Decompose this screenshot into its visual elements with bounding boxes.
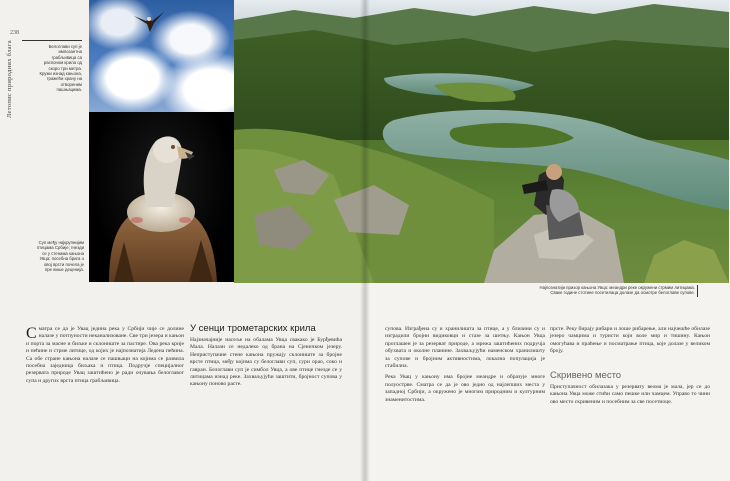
column-3b-text: Река Увац у кањону има бројне меандре и образује многе полуострве. Сматра се да је ово једно од најлепших места у западној Србији, а окружено је многим природним и културним знаменитостима.	[385, 374, 545, 403]
column-4-text: прсте. Реку бирају рибари и лоше рибарење, али најчешће обилазе језеро чамцима и туристи који воле мир и тишину. Кањон омогућава и праћење и посматрање птица, које долазе у великом броју.	[550, 326, 710, 355]
left-running-head: Летопис природних блага	[6, 40, 13, 119]
dropcap: С	[26, 325, 37, 342]
text-column-1	[26, 326, 184, 389]
vulture-illustration	[89, 112, 234, 282]
flying-bird-icon	[132, 8, 166, 34]
landscape-photo	[234, 0, 729, 283]
text-column-4b	[550, 384, 710, 410]
text-column-4	[550, 326, 710, 360]
caption-vulture: Суп међу најкрупнијим птицама Србије; гнезди се у стенама кањона Увца; посебна брига о овој врсти почела је пре више деценија.	[36, 240, 84, 273]
section-heading-hidden-place: Скривено место	[550, 370, 622, 381]
column-3-text: супова. Изграђена су и хранилишта за птице, а у близини су и изградили бројни видиковци и стазе за шетњу. Кањон Увца проглашен је за резерват природе, а мрежа заштићених подручја обухвата и околне планине. Захваљујући наменском хранилишту за супове и бројним активностима, локална популација је стабилна.	[385, 326, 545, 370]
caption-landscape: Најпознатији призор кањона Увца: меандри реке окружени стрмим литицама. Сваке године стотине посетилаца долазе да осмотре белоглаве супове.	[539, 285, 695, 296]
column-2-text: Најзначајније насеље на обалама Увца свакако је Бурђевића Мала. Налази се недалеко од брана на Сјеничком језеру. Неприступачне стене кањона пружају склониште за бројне врсте птица, међу којима су белоглави суп, сури орао, соко и гавран. Белоглави суп је симбол Увца, а ове птице гнезде се у литицама изнад реке. Захваљујући заштити, бројност супова у кањону поново расте.	[190, 337, 342, 388]
column-4b-text: Приступачност обилазака у резервату веома је мала, јер се до кањона Увца може стићи само пешке или чамцем. Управо то чини ово место скривеним и посебним за све посетиоце.	[550, 384, 710, 405]
vulture-photo	[89, 112, 234, 282]
column-1-text: матра се да је Увац једина река у Србији чије се долине налазе у потпуности неканализоване. Све три језера и кањон и порта за масне и биљке и склониште за пастире. Ова река крије и пећине и стрме литице, од којих је најпознатија Ледена пећина. Са обе стране кањона налазе се пашњаци на којима се развила посебна заједница биљака и птица. Подручје специјалног резервата природе Увац заштићено је ради очувања белоглавог супа и других врста птица грабљивица.	[26, 326, 184, 384]
caption-sky-rule	[22, 40, 82, 41]
section-heading-shadow: У сенци трометарских крила	[190, 323, 316, 334]
spine-shadow	[360, 0, 370, 481]
text-column-2	[190, 337, 342, 393]
left-page-number: 238	[10, 30, 19, 36]
canyon-landscape-illustration	[234, 0, 729, 283]
caption-landscape-rule	[697, 285, 698, 297]
caption-sky: Белоглави суп је импозантна грабљивица са распоном крила од скоро три метра. Кружи изнад кањона, тражећи храну на отвореним пашњацима.	[39, 44, 82, 93]
text-column-3	[385, 326, 545, 408]
